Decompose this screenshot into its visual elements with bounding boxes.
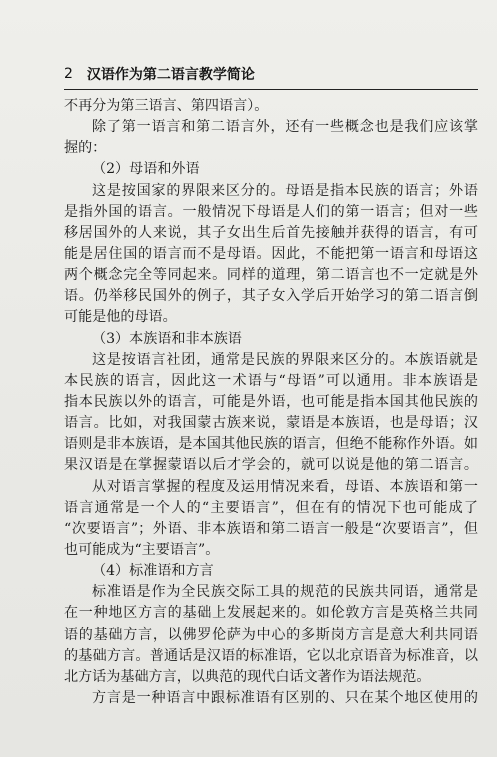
text-line: 的基础方言。普通话是汉语的标准语，它以北京语音为标准音，以: [64, 647, 478, 664]
text-line: 语。仍举移民国外的例子，其子女入学后开始学习的第二语言倒: [64, 288, 478, 305]
text-line: 北方话为基础方言，以典范的现代白话文著作为语法规范。: [64, 668, 431, 685]
text-line: 在一种地区方言的基础上发展起来的。如伦敦方言是英格兰共同: [64, 605, 478, 622]
text-line: 标准语是作为全民族交际工具的规范的民族共同语，通常是: [92, 584, 478, 601]
text-line: 从对语言掌握的程度及运用情况来看，母语、本族语和第一: [92, 478, 478, 495]
text-line: 语言通常是一个人的“主要语言”，但在有的情况下也可能成了: [64, 499, 478, 516]
text-line: 语则是非本族语，是本国其他民族的语言，但绝不能称作外语。如: [64, 436, 478, 453]
text-line: “次要语言”；外语、非本族语和第二语言一般是“次要语言”，但: [64, 520, 478, 537]
text-line: 能是居住国的语言而不是母语。因此，不能把第一语言和母语这: [64, 245, 478, 262]
text-line: 可能是他的母语。: [64, 309, 177, 326]
text-line: 握的：: [64, 140, 107, 157]
text-line: 方言是一种语言中跟标准语有区别的、只在某个地区使用的: [92, 689, 478, 706]
page-number: 2: [64, 66, 73, 82]
text-line: 除了第一语言和第二语言外，还有一些概念也是我们应该掌: [92, 119, 478, 136]
running-head: [64, 64, 478, 84]
text-line: 移居国外的人来说，其子女出生后首先接触并获得的语言，有可: [64, 224, 478, 241]
text-line: 语言。比如，对我国蒙古族来说，蒙语是本族语，也是母语；汉: [64, 415, 478, 432]
text-line: 本民族的语言，因此这一术语与“母语”可以通用。非本族语是: [64, 372, 478, 389]
text-line: 也可能成为“主要语言”。: [64, 541, 220, 558]
header-rule: [64, 89, 478, 90]
body-text: [64, 96, 478, 709]
text-line: 果汉语是在掌握蒙语以后才学会的，就可以说是他的第二语言。: [64, 457, 478, 474]
text-line: 不再分为第三语言、第四语言）。: [64, 98, 269, 114]
section-heading: （4）标准语和方言: [92, 563, 214, 580]
text-line: 指本民族以外的语言，可能是外语，也可能是指本国其他民族的: [64, 393, 478, 410]
text-line: 这是按语言社团，通常是民族的界限来区分的。本族语就是: [92, 351, 478, 368]
section-heading: （2）母语和外语: [92, 161, 200, 178]
section-heading: （3）本族语和非本族语: [92, 330, 242, 347]
text-line: 是指外国的语言。一般情况下母语是人们的第一语言；但对一些: [64, 203, 478, 220]
text-line: 这是按国家的界限来区分的。母语是指本民族的语言；外语: [92, 182, 478, 199]
text-line: 两个概念完全等同起来。同样的道理，第二语言也不一定就是外: [64, 267, 478, 284]
text-line: 语的基础方言，以佛罗伦萨为中心的多斯岗方言是意大利共同语: [64, 626, 478, 643]
book-title: 汉语作为第二语言教学简论: [86, 67, 255, 83]
